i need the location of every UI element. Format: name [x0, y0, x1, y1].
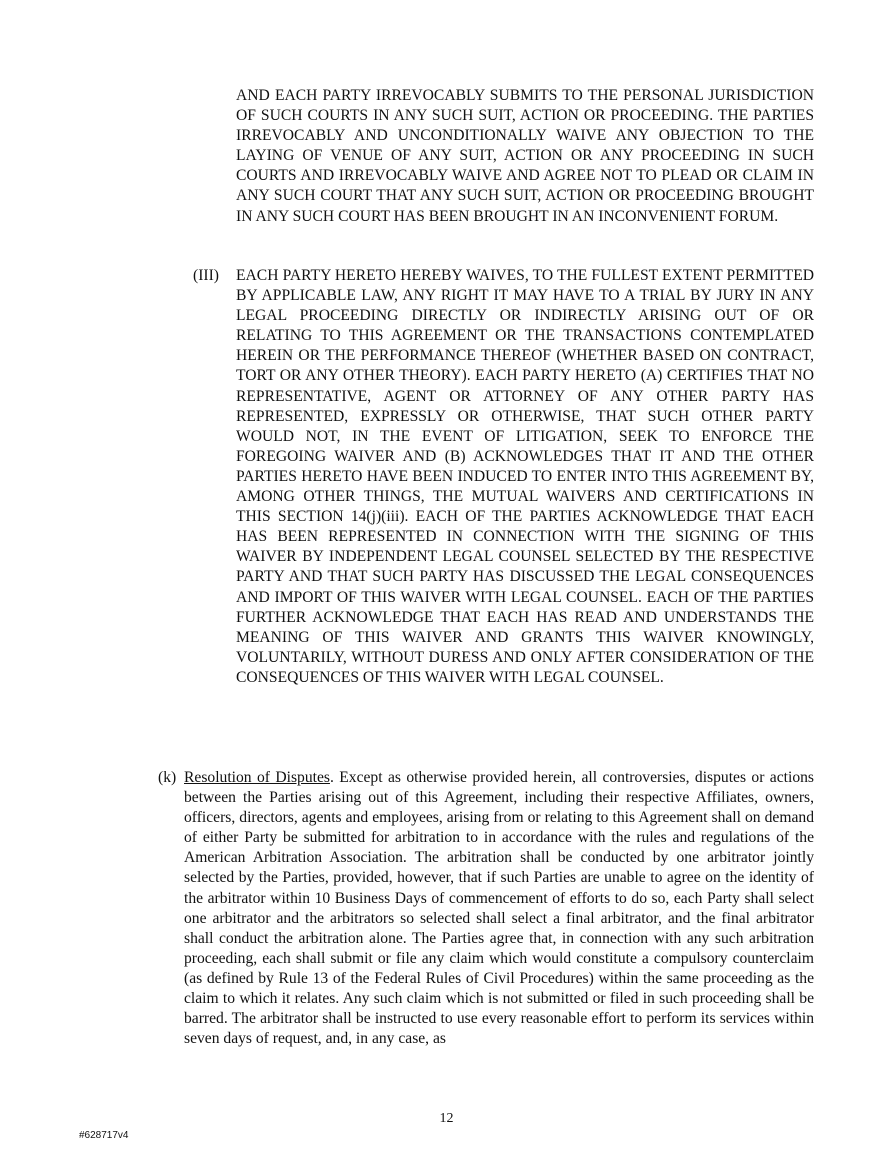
section-iii-jury-waiver-text: EACH PARTY HERETO HEREBY WAIVES, TO THE FULLEST EXTENT PERMITTED BY APPLICABLE LAW, ANY RIGHT IT MAY HAVE TO A TRIAL BY JURY IN ANY LEGAL PROCEEDING DIRECTLY OR INDIRECTLY ARISING OUT OF OR RELATING TO THIS AGREEMENT OR THE TRANSACTIONS CONTEMPLATED HEREIN OR THE PERFORMANCE THEREOF (WHETHER BASED ON CONTRACT, TORT OR ANY OTHER THEORY). EACH PARTY HERETO (A) CERTIFIES THAT NO REPRESENTATIVE, AGENT OR ATTORNEY OF ANY OTHER PARTY HAS REPRESENTED, EXPRESSLY OR OTHERWISE, THAT SUCH OTHER PARTY WOULD NOT, IN THE EVENT OF LITIGATION, SEEK TO ENFORCE THE FOREGOING WAIVER AND (B) ACKNOWLEDGES THAT IT AND THE OTHER PARTIES HERETO HAVE BEEN INDUCED TO ENTER INTO THIS AGREEMENT BY, AMONG OTHER THINGS, THE MUTUAL WAIVERS AND CERTIFICATIONS IN THIS SECTION 14(j)(iii). EACH OF THE PARTIES ACKNOWLEDGE THAT EACH HAS BEEN REPRESENTED IN CONNECTION WITH THE SIGNING OF THIS WAIVER BY INDEPENDENT LEGAL COUNSEL SELECTED BY THE RESPECTIVE PARTY AND THAT SUCH PARTY HAS DISCUSSED THE LEGAL CONSEQUENCES AND IMPORT OF THIS WAIVER WITH LEGAL COUNSEL. EACH OF THE PARTIES FURTHER ACKNOWLEDGE THAT EACH HAS READ AND UNDERSTANDS THE MEANING OF THIS WAIVER AND GRANTS THIS WAIVER KNOWINGLY, VOLUNTARILY, WITHOUT DURESS AND ONLY AFTER CONSIDERATION OF THE CONSEQUENCES OF THIS WAIVER WITH LEGAL COUNSEL. [236, 267, 814, 686]
page-number: 12 [439, 1111, 454, 1126]
section-k-text: Except as otherwise provided herein, all controversies, disputes or actions between the Parties arising out of this Agreement, including their respective Affiliates, owners, officers, directors, agents and employees, arising from or relating to this Agreement shall on demand of either Party be submitted for arbitration to in accordance with the rules and regulations of the American Arbitration Association. The arbitration shall be conducted by one arbitrator jointly selected by the Parties, provided, however, that if such Parties are unable to agree on the identity of the arbitrator within 10 Business Days of commencement of efforts to do so, each Party shall select one arbitrator and the arbitrators so selected shall select a final arbitrator, and the final arbitrator shall conduct the arbitration alone. The Parties agree that, in connection with any such arbitration proceeding, each shall submit or file any claim which would constitute a compulsory counterclaim (as defined by Rule 13 of the Federal Rules of Civil Procedures) within the same proceeding as the claim to which it relates. Any such claim which is not submitted or filed in such proceeding shall be barred. The arbitrator shall be instructed to use every reasonable effort to perform its services within seven days of request, and, in any case, as [184, 769, 814, 1048]
document-id: #628717v4 [79, 1130, 129, 1141]
section-k-paragraph [184, 768, 814, 1049]
section-k-marker: (k) [158, 769, 177, 786]
paragraph-jurisdiction-continuation: AND EACH PARTY IRREVOCABLY SUBMITS TO THE PERSONAL JURISDICTION OF SUCH COURTS IN ANY SUCH SUIT, ACTION OR PROCEEDING. THE PARTIES IRREVOCABLY AND UNCONDITIONALLY WAIVE ANY OBJECTION TO THE LAYING OF VENUE OF ANY SUIT, ACTION OR ANY PROCEEDING IN SUCH COURTS AND IRREVOCABLY WAIVE AND AGREE NOT TO PLEAD OR CLAIM IN ANY SUCH COURT THAT ANY SUCH SUIT, ACTION OR PROCEEDING BROUGHT IN ANY SUCH COURT HAS BEEN BROUGHT IN AN INCONVENIENT FORUM. [236, 87, 814, 225]
section-iii-marker: (III) [193, 267, 219, 284]
section-k-heading: Resolution of Disputes [184, 769, 330, 786]
section-k-heading-punct: . [329, 769, 334, 786]
